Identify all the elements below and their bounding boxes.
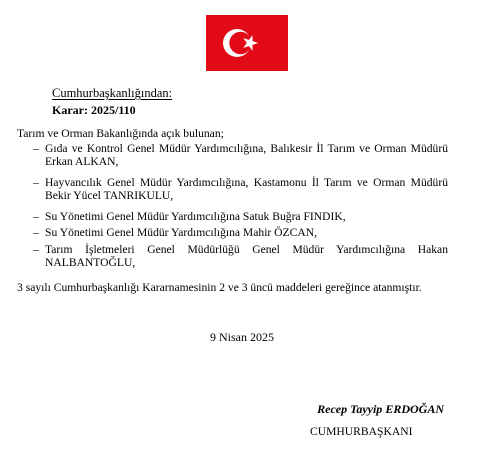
list-item-line: NALBANTOĞLU, (45, 256, 136, 270)
signer-name (317, 402, 444, 417)
list-dash: – (33, 243, 39, 256)
list-dash: – (33, 176, 39, 189)
list-dash: – (33, 142, 39, 155)
list-item (33, 226, 448, 239)
list-item-line: Tarım İşletmeleri Genel Müdürlüğü Genel Müdür Yardımcılığına Hakan (45, 243, 448, 256)
closing-paragraph: 3 sayılı Cumhurbaşkanlığı Kararnamesinin 2 ve 3 üncü maddeleri gereğince atanmıştır. (17, 281, 422, 294)
list-dash: – (33, 210, 39, 223)
intro-paragraph: Tarım ve Orman Bakanlığında açık bulunan; (17, 127, 224, 140)
issuing-authority: Cumhurbaşkanlığından: (52, 86, 173, 100)
list-dash: – (33, 226, 39, 239)
list-item (33, 243, 448, 270)
list-item-line: Su Yönetimi Genel Müdür Yardımcılığına Mahir ÖZCAN, (45, 226, 317, 239)
decision-number: Karar: 2025/110 (52, 103, 136, 117)
decision-date: 9 Nisan 2025 (210, 330, 274, 344)
list-item-line: Su Yönetimi Genel Müdür Yardımcılığına Satuk Buğra FINDIK, (45, 210, 346, 223)
list-item (33, 176, 448, 203)
signer-title: CUMHURBAŞKANI (310, 425, 413, 438)
list-item-line: Gıda ve Kontrol Genel Müdür Yardımcılığına, Balıkesir İl Tarım ve Orman Müdürü (45, 142, 448, 155)
list-item (33, 142, 448, 169)
turkish-flag-icon (206, 15, 288, 71)
list-item-line: Hayvancılık Genel Müdür Yardımcılığına, Kastamonu İl Tarım ve Orman Müdürü (45, 176, 448, 189)
list-item (33, 210, 448, 223)
signer-first-name: Recep Tayyip (317, 402, 386, 416)
list-item-line: Erkan ALKAN, (45, 155, 119, 169)
list-item-line: Bekir Yücel TANRIKULU, (45, 189, 174, 203)
signer-last-name: ERDOĞAN (385, 402, 444, 416)
